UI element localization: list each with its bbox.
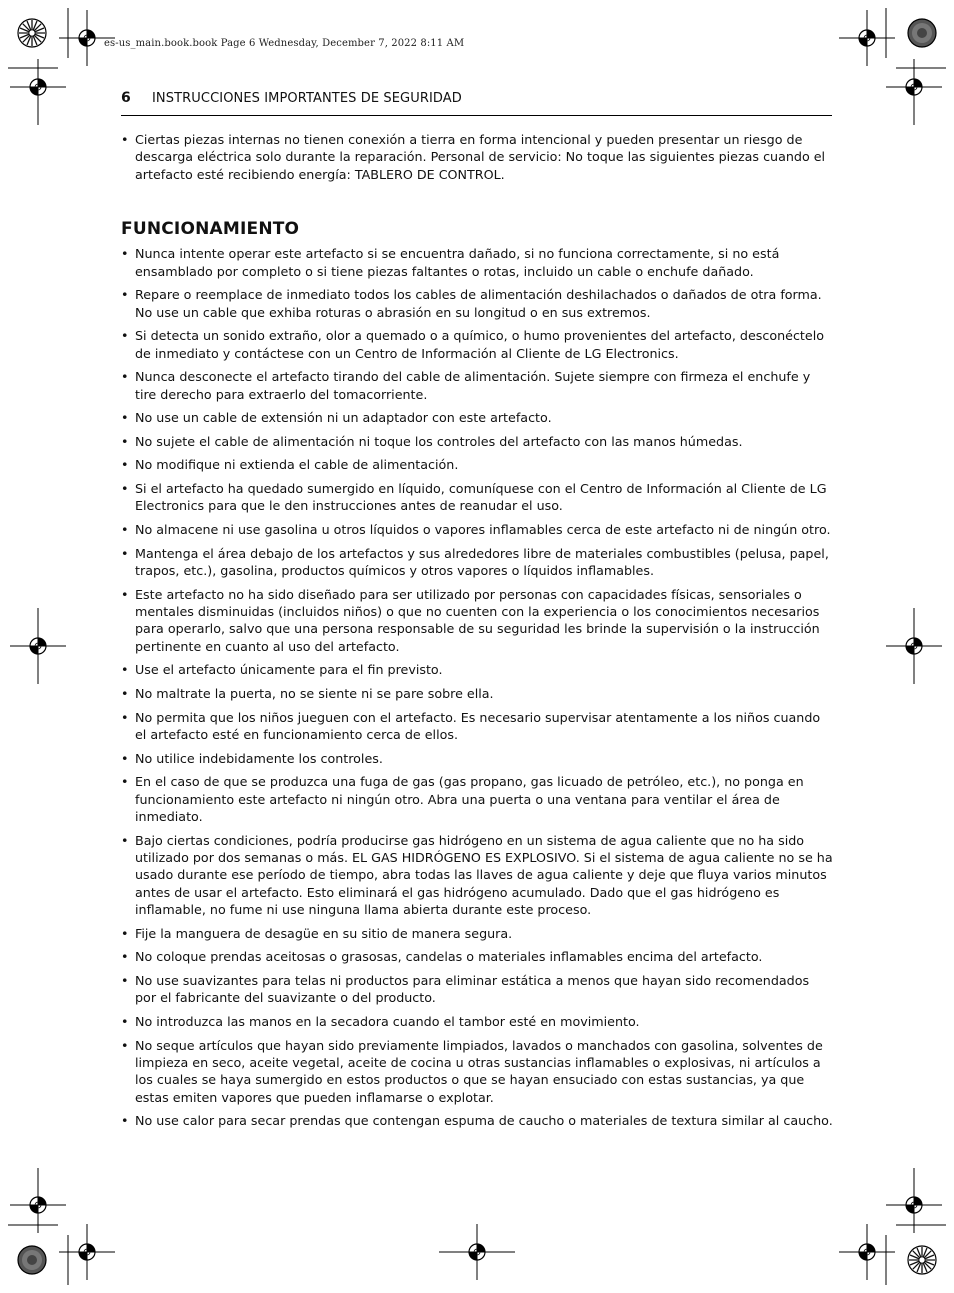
bullet-marker: • [121, 709, 129, 725]
list-item [121, 409, 833, 426]
bullet-marker: • [121, 369, 129, 385]
bullet-marker: • [121, 662, 129, 678]
color-wheel-icon [18, 1246, 46, 1274]
bullet-marker: • [121, 949, 129, 965]
list-item-text: En el caso de que se produzca una fuga de gas (gas propano, gas licuado de petróleo, etc.), no ponga en funcionamiento este artefacto ni ningún otro. Abra una puerta o una ventana para ventilar el área de inmediato. [135, 774, 804, 824]
bullet-marker: • [121, 832, 129, 848]
list-item-text: No modifique ni extienda el cable de alimentación. [135, 457, 459, 473]
list-item [121, 1037, 833, 1107]
list-item [121, 1112, 833, 1129]
section-bullet-list [121, 245, 833, 1130]
bullet-marker: • [121, 925, 129, 941]
list-item-text: Si el artefacto ha quedado sumergido en líquido, comuníquese con el Centro de Información al Cliente de LG Electronics para que le den instrucciones antes de reanudar el uso. [135, 481, 827, 514]
header-title: INSTRUCCIONES IMPORTANTES DE SEGURIDAD [152, 91, 462, 106]
bullet-marker: • [121, 410, 129, 426]
list-item-text: No use un cable de extensión ni un adaptador con este artefacto. [135, 410, 552, 426]
intro-bullet-list [121, 131, 833, 183]
list-item [121, 685, 833, 702]
list-item-text: No introduzca las manos en la secadora cuando el tambor esté en movimiento. [135, 1014, 640, 1029]
list-item [121, 456, 833, 473]
list-item [121, 286, 833, 321]
list-item [121, 709, 833, 744]
list-item-text: No coloque prendas aceitosas o grasosas, candelas o materiales inflamables encima del artefacto. [135, 949, 763, 965]
bullet-marker: • [121, 132, 129, 147]
list-item [121, 1013, 833, 1030]
registration-mark-icon [839, 1224, 895, 1280]
list-item-text: No utilice indebidamente los controles. [135, 750, 383, 766]
color-wheel-icon [908, 19, 936, 47]
bullet-marker: • [121, 750, 129, 766]
list-item-text: Fije la manguera de desagüe en su sitio de manera segura. [135, 925, 513, 941]
list-item [121, 661, 833, 678]
bullet-marker: • [121, 686, 129, 701]
list-item [121, 327, 833, 362]
list-item [121, 972, 833, 1007]
list-item [121, 832, 833, 919]
list-item-text: Use el artefacto únicamente para el fin previsto. [135, 662, 443, 678]
bullet-marker: • [121, 1014, 129, 1029]
list-item [121, 368, 833, 403]
bullet-marker: • [121, 973, 129, 988]
section-title: FUNCIONAMIENTO [121, 219, 300, 240]
list-item-text: Repare o reemplace de inmediato todos los cables de alimentación deshilachados o dañados de otra forma. No use un cable que exhiba roturas o abrasión en su longitud o en sus extremos. [135, 287, 822, 320]
list-item [121, 131, 833, 183]
list-item-text: No use calor para secar prendas que contengan espuma de caucho o materiales de textura similar al caucho. [135, 1113, 833, 1129]
list-item-text: No sujete el cable de alimentación ni toque los controles del artefacto con las manos húmedas. [135, 433, 743, 449]
list-item [121, 433, 833, 450]
bullet-marker: • [121, 1037, 129, 1053]
list-item [121, 948, 833, 965]
list-item-text: Ciertas piezas internas no tienen conexión a tierra en forma intencional y pueden presentar un riesgo de descarga eléctrica solo durante la reparación. Personal de servicio: No toque las siguientes piezas cuando el artefacto esté recibiendo energía: TABLERO DE CONTROL. [135, 132, 826, 182]
list-item [121, 480, 833, 515]
list-item-text: No use suavizantes para telas ni productos para eliminar estática a menos que hayan sido recomendados por el fabricante del suavizante o del producto. [135, 973, 810, 1006]
list-item-text: Nunca desconecte el artefacto tirando del cable de alimentación. Sujete siempre con firmeza el enchufe y tire derecho para extraerlo del tomacorriente. [135, 369, 811, 402]
bullet-marker: • [121, 328, 129, 344]
list-item [121, 750, 833, 767]
bullet-marker: • [121, 481, 129, 496]
bullet-marker: • [121, 545, 129, 561]
bullet-marker: • [121, 287, 129, 303]
page-number: 6 [121, 90, 131, 106]
page-header [121, 88, 832, 116]
list-item-text: No almacene ni use gasolina u otros líquidos o vapores inflamables cerca de este artefacto ni de ningún otro. [135, 522, 831, 537]
list-item-text: Mantenga el área debajo de los artefactos y sus alrededores libre de materiales combustibles (pelusa, papel, trapos, etc.), gasolina, productos químicos y otros vapores o líquidos inflamables. [135, 545, 829, 578]
print-slug: es-us_main.book.book Page 6 Wednesday, December 7, 2022 8:11 AM [104, 38, 465, 49]
bullet-marker: • [121, 433, 129, 449]
list-item [121, 586, 833, 656]
list-item-text: Este artefacto no ha sido diseñado para ser utilizado por personas con capacidades físicas, sensoriales o mentales disminuidas (incluidos niños) o que no cuenten con la experiencia o los conocimientos necesarios para operarlo, salvo que una persona responsable de su seguridad les brinde la supervisión o la instrucción pertinente en cuanto al uso del artefacto. [135, 586, 820, 654]
registration-mark-icon [839, 10, 895, 66]
color-wheel-icon [908, 1246, 936, 1274]
bullet-marker: • [121, 522, 129, 537]
list-item-text: No maltrate la puerta, no se siente ni se pare sobre ella. [135, 686, 494, 701]
bullet-marker: • [121, 457, 129, 473]
list-item-text: No permita que los niños jueguen con el artefacto. Es necesario supervisar atentamente a los niños cuando el artefacto esté en funcionamiento cerca de ellos. [135, 709, 821, 742]
color-wheel-icon [18, 19, 46, 47]
list-item [121, 521, 833, 538]
list-item [121, 545, 833, 580]
list-item [121, 773, 833, 825]
bullet-marker: • [121, 246, 129, 262]
list-item-text: Bajo ciertas condiciones, podría producirse gas hidrógeno en un sistema de agua caliente que no ha sido utilizado por dos semanas o más. EL GAS HIDRÓGENO ES EXPLOSIVO. Si el sistema de agua caliente no se ha usado durante ese período de tiempo, abra todas las llaves de agua caliente y deje que fluya varios minutos antes de usar el artefacto. Esto eliminará el gas hidrógeno acumulado. Dado que el gas hidrógeno es inflamable, no fume ni use ninguna llama abierta durante este proceso. [135, 832, 833, 918]
list-item-text: No seque artículos que hayan sido previamente limpiados, lavados o manchados con gasolina, solventes de limpieza en seco, aceite vegetal, aceite de cocina u otras sustancias inflamables o explosivas, ni artículos a los cuales se haya sumergido en estos productos o que se hayan ensuciado con estas sustancias, ya que estas emiten vapores que pueden inflamarse o explotar. [135, 1037, 823, 1105]
bullet-marker: • [121, 774, 129, 790]
list-item-text: Nunca intente operar este artefacto si se encuentra dañado, si no funciona correctamente, si no está ensamblado por completo o si tiene piezas faltantes o rotas, incluido un cable o enchufe dañado. [135, 246, 780, 279]
list-item-text: Si detecta un sonido extraño, olor a quemado o a químico, o humo provenientes del artefacto, desconéctelo de inmediato y contáctese con un Centro de Información al Cliente de LG Electronics. [135, 328, 824, 361]
list-item [121, 925, 833, 942]
bullet-marker: • [121, 586, 129, 602]
page-content [121, 131, 833, 1136]
list-item [121, 245, 833, 280]
registration-mark-icon [59, 1224, 115, 1280]
bullet-marker: • [121, 1113, 129, 1129]
